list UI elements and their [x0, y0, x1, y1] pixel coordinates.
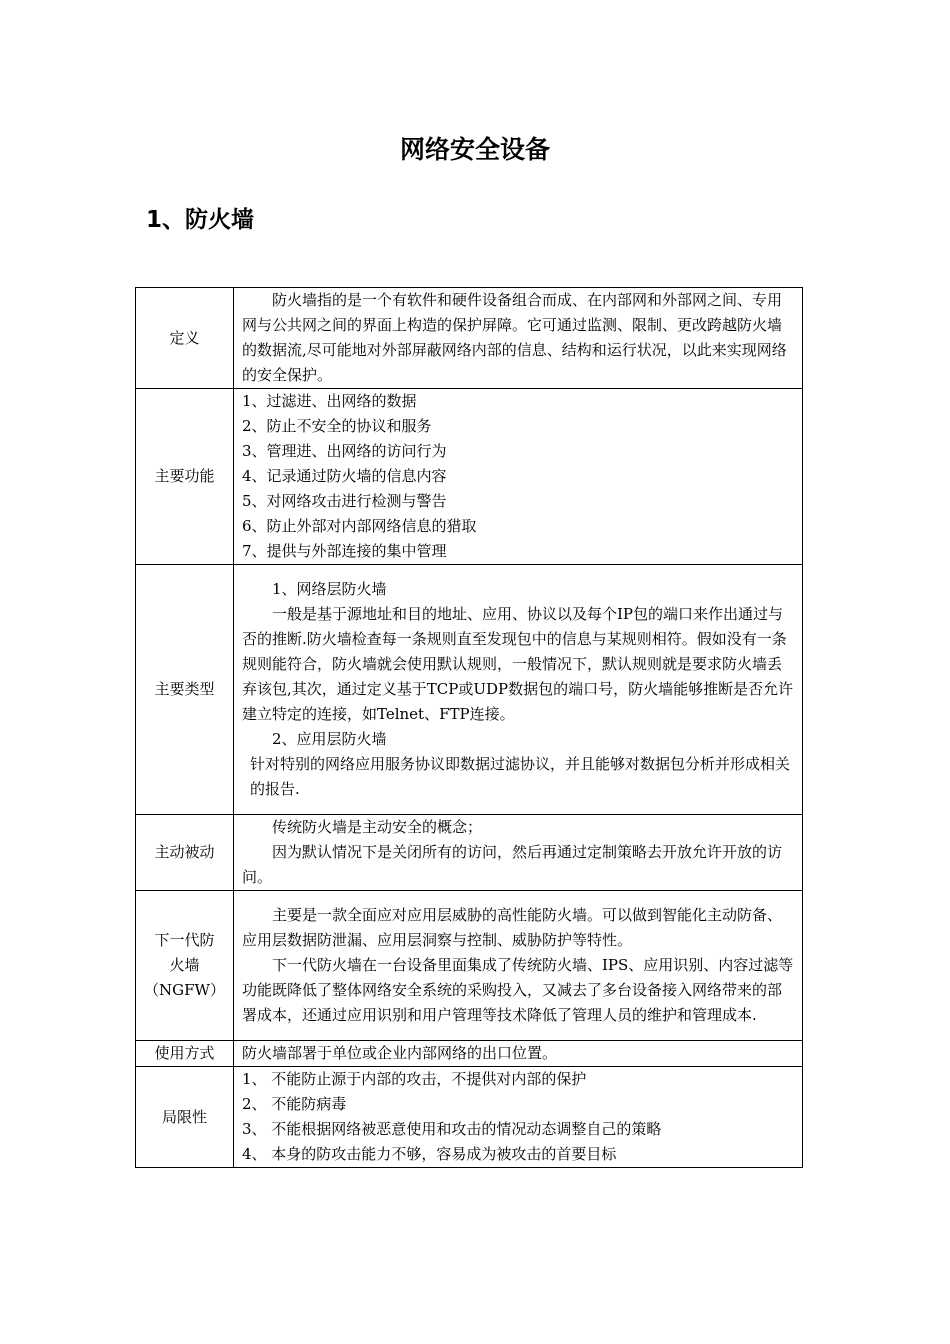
- firewall-info-table: [135, 287, 803, 1168]
- table-row-functions: [136, 389, 803, 565]
- list-item: 5、对网络攻击进行检测与警告: [242, 492, 447, 510]
- usage-text: 防火墙部署于单位或企业内部网络的出口位置。: [242, 1044, 558, 1062]
- list-item: 7、提供与外部连接的集中管理: [242, 542, 447, 560]
- ngfw-label-line-2: 火墙: [169, 956, 200, 974]
- list-item: 1、过滤进、出网络的数据: [242, 392, 417, 410]
- active-passive-para-2: 因为默认情况下是关闭所有的访问，然后再通过定制策略去开放允许开放的访问。: [242, 843, 783, 886]
- network-layer-heading: 1、网络层防火墙: [272, 580, 387, 598]
- list-item: 4、记录通过防火墙的信息内容: [242, 467, 447, 485]
- ngfw-label-line-1: 下一代防: [154, 931, 215, 949]
- table-row-definition: [136, 288, 803, 389]
- limitations-content: [234, 1067, 803, 1168]
- application-layer-heading: 2、应用层防火墙: [272, 730, 387, 748]
- active-passive-content: [234, 815, 803, 891]
- ngfw-para-2: 下一代防火墙在一台设备里面集成了传统防火墙、IPS、应用识别、内容过滤等功能既降低了整体网络安全系统的采购投入，又减去了多台设备接入网络带来的部署成本，还通过应用识别和用户管理等技术降低了管理人员的维护和管理成本.: [242, 956, 794, 1024]
- row-label-usage: 使用方式: [136, 1041, 234, 1067]
- functions-content: [234, 389, 803, 565]
- definition-content: [234, 288, 803, 389]
- definition-text: 防火墙指的是一个有软件和硬件设备组合而成、在内部网和外部网之间、专用网与公共网之间的界面上构造的保护屏障。它可通过监测、限制、更改跨越防火墙的数据流,尽可能地对外部屏蔽网络内部的信息、结构和运行状况，以此来实现网络的安全保护。: [242, 291, 787, 384]
- document-title: 网络安全设备: [399, 135, 550, 164]
- row-label-limitations: 局限性: [136, 1067, 234, 1168]
- section-heading: 1、防火墙: [146, 207, 255, 233]
- table-row-usage: [136, 1041, 803, 1067]
- active-passive-para-1: 传统防火墙是主动安全的概念；: [272, 818, 483, 836]
- list-item: 3、管理进、出网络的访问行为: [242, 442, 447, 460]
- usage-content: [234, 1041, 803, 1067]
- ngfw-content: [234, 891, 803, 1041]
- ngfw-label-line-3: （NGFW）: [144, 981, 225, 999]
- application-layer-text: 针对特别的网络应用服务协议即数据过滤协议，并且能够对数据包分析并形成相关的报告.: [250, 755, 791, 798]
- table-row-limitations: [136, 1067, 803, 1168]
- list-item: 1、 不能防止源于内部的攻击，不提供对内部的保护: [242, 1070, 587, 1088]
- table-row-active-passive: [136, 815, 803, 891]
- list-item: 3、 不能根据网络被恶意使用和攻击的情况动态调整自己的策略: [242, 1120, 662, 1138]
- ngfw-para-1: 主要是一款全面应对应用层威胁的高性能防火墙。可以做到智能化主动防备、应用层数据防泄漏、应用层洞察与控制、威胁防护等特性。: [242, 906, 783, 949]
- row-label-functions: 主要功能: [136, 389, 234, 565]
- types-content: [234, 565, 803, 815]
- table-row-types: [136, 565, 803, 815]
- table-row-ngfw: [136, 891, 803, 1041]
- row-label-types: 主要类型: [136, 565, 234, 815]
- row-label-ngfw: [136, 891, 234, 1041]
- network-layer-text: 一般是基于源地址和目的地址、应用、协议以及每个IP包的端口来作出通过与否的推断.防火墙检查每一条规则直至发现包中的信息与某规则相符。假如没有一条规则能符合，防火墙就会使用默认规则，一般情况下，默认规则就是要求防火墙丢弃该包,其次，通过定义基于TCP或UDP数据包的端口号，防火墙能够推断是否允许建立特定的连接，如Telnet、FTP连接。: [242, 605, 794, 723]
- list-item: 6、防止外部对内部网络信息的猎取: [242, 517, 477, 535]
- row-label-definition: 定义: [136, 288, 234, 389]
- list-item: 2、防止不安全的协议和服务: [242, 417, 432, 435]
- row-label-active-passive: 主动被动: [136, 815, 234, 891]
- list-item: 2、 不能防病毒: [242, 1095, 347, 1113]
- list-item: 4、 本身的防攻击能力不够，容易成为被攻击的首要目标: [242, 1145, 617, 1163]
